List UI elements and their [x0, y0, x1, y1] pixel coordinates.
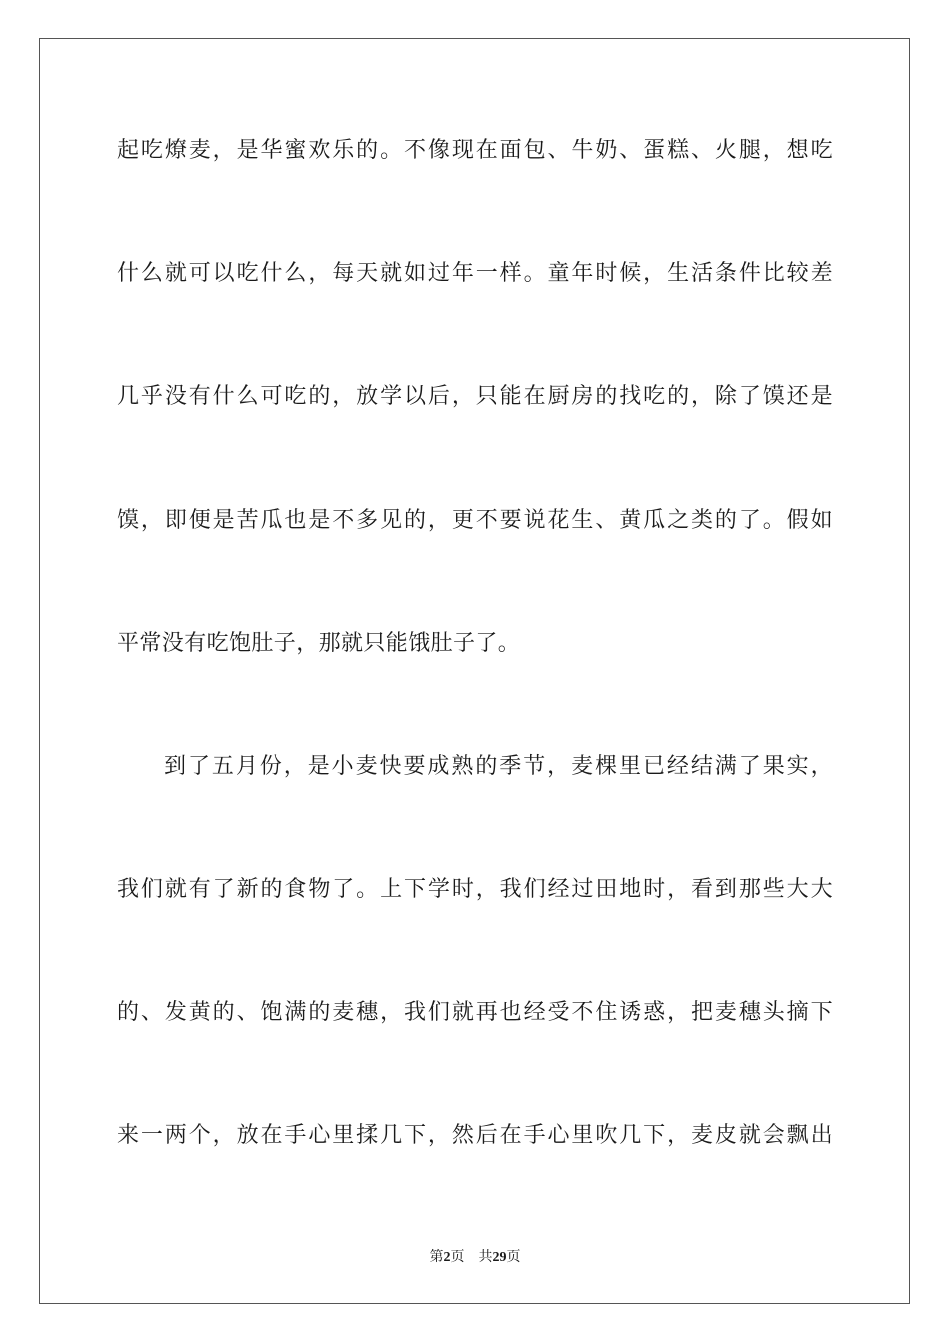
- body-text-line: 平常没有吃饱肚子，那就只能饿肚子了。: [117, 631, 521, 656]
- body-text-line: 来一两个，放在手心里揉几下，然后在手心里吹几下，麦皮就会飘出: [117, 1123, 833, 1148]
- page-suffix: 页: [450, 1249, 465, 1265]
- body-text-line: 起吃燎麦，是华蜜欢乐的。不像现在面包、牛奶、蛋糕、火腿，想吃: [117, 138, 833, 163]
- body-text-line: 什么就可以吃什么，每天就如过年一样。童年时候，生活条件比较差: [117, 261, 833, 286]
- body-text-line: 的、发黄的、饱满的麦穗，我们就再也经受不住诱惑，把麦穗头摘下: [117, 1000, 833, 1025]
- total-prefix: 共: [478, 1249, 493, 1265]
- body-text-line: 几乎没有什么可吃的，放学以后，只能在厨房的找吃的，除了馍还是: [117, 384, 833, 409]
- paragraph-first-line: 到了五月份，是小麦快要成熟的季节，麦棵里已经结满了果实，: [164, 754, 833, 779]
- body-text-line: 我们就有了新的食物了。上下学时，我们经过田地时，看到那些大大: [117, 877, 833, 902]
- page-prefix: 第: [429, 1249, 444, 1265]
- page-footer: [0, 1247, 950, 1268]
- page-number: 2: [443, 1250, 451, 1265]
- page-border: [39, 38, 910, 1304]
- total-pages: 29: [492, 1250, 507, 1265]
- total-suffix: 页: [506, 1249, 521, 1265]
- body-text-line: 馍，即便是苦瓜也是不多见的，更不要说花生、黄瓜之类的了。假如: [117, 508, 833, 533]
